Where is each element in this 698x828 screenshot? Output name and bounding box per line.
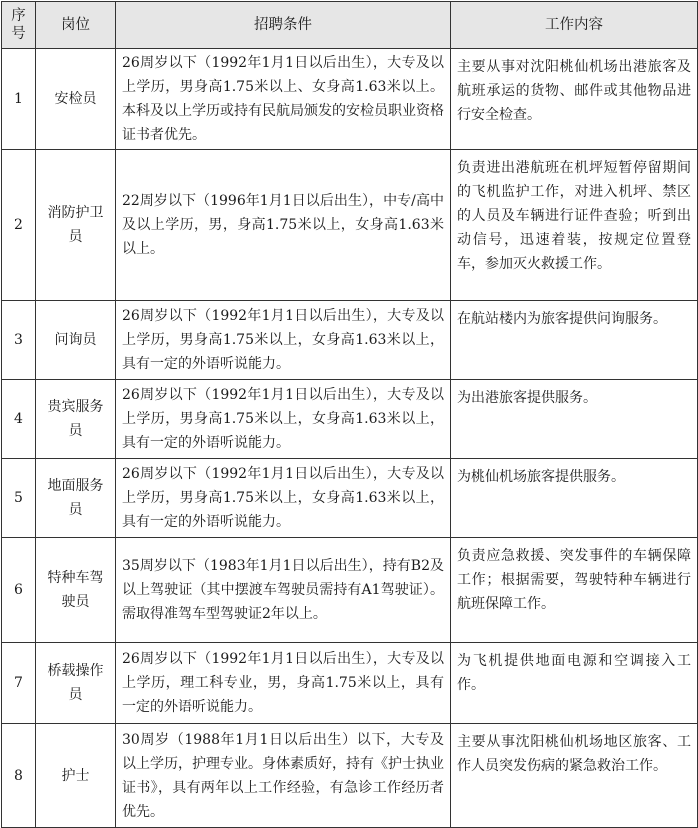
header-seq: 序号 <box>2 2 36 49</box>
row-seq: 7 <box>2 643 36 724</box>
table-row <box>2 301 698 380</box>
row-position: 贵宾服务员 <box>36 380 116 459</box>
row-position: 桥载操作员 <box>36 643 116 724</box>
header-position: 岗位 <box>36 2 116 49</box>
row-position: 问询员 <box>36 301 116 380</box>
row-position: 消防护卫员 <box>36 150 116 301</box>
row-duties: 主要从事沈阳桃仙机场地区旅客、工作人员突发伤病的紧急救治工作。 <box>451 724 698 828</box>
table-header-row <box>2 2 698 49</box>
row-requirements: 30周岁（1988年1月1日以后出生）以下，大专及以上学历，护理专业。身体素质好，持有《护士执业证书》，具有两年以上工作经验，有急诊工作经历者优先。 <box>116 724 451 828</box>
row-duties: 负责应急救援、突发事件的车辆保障工作；根据需要，驾驶特种车辆进行航班保障工作。 <box>451 538 698 643</box>
row-seq: 8 <box>2 724 36 828</box>
row-seq: 1 <box>2 49 36 150</box>
row-duties: 负责进出港航班在机坪短暂停留期间的飞机监护工作，对进入机坪、禁区的人员及车辆进行证件查验；听到出动信号，迅速着装，按规定位置登车，参加灭火救援工作。 <box>451 150 698 301</box>
row-seq: 5 <box>2 459 36 538</box>
row-requirements: 35周岁以下（1983年1月1日以后出生），持有B2及以上驾驶证（其中摆渡车驾驶员需持有A1驾驶证）。需取得准驾车型驾驶证2年以上。 <box>116 538 451 643</box>
row-position: 安检员 <box>36 49 116 150</box>
table-row <box>2 380 698 459</box>
row-duties: 在航站楼内为旅客提供问询服务。 <box>451 301 698 380</box>
row-requirements: 26周岁以下（1992年1月1日以后出生），大专及以上学历，男身高1.75米以上、女身高1.63米以上。本科及以上学历或持有民航局颁发的安检员职业资格证书者优先。 <box>116 49 451 150</box>
row-position: 地面服务员 <box>36 459 116 538</box>
row-duties: 为飞机提供地面电源和空调接入工作。 <box>451 643 698 724</box>
table-row <box>2 150 698 301</box>
row-seq: 3 <box>2 301 36 380</box>
header-duties: 工作内容 <box>451 2 698 49</box>
row-requirements: 26周岁以下（1992年1月1日以后出生），大专及以上学历，理工科专业，男，身高1.75米以上，具有一定的外语听说能力。 <box>116 643 451 724</box>
table-row <box>2 459 698 538</box>
table-row <box>2 724 698 828</box>
row-seq: 4 <box>2 380 36 459</box>
row-duties: 为出港旅客提供服务。 <box>451 380 698 459</box>
table-row <box>2 643 698 724</box>
row-requirements: 26周岁以下（1992年1月1日以后出生），大专及以上学历，男身高1.75米以上，女身高1.63米以上，具有一定的外语听说能力。 <box>116 459 451 538</box>
recruitment-table <box>1 1 698 828</box>
row-position: 护士 <box>36 724 116 828</box>
row-duties: 为桃仙机场旅客提供服务。 <box>451 459 698 538</box>
row-seq: 6 <box>2 538 36 643</box>
header-requirements: 招聘条件 <box>116 2 451 49</box>
row-requirements: 22周岁以下（1996年1月1日以后出生），中专/高中及以上学历，男，身高1.75米以上，女身高1.63米以上。 <box>116 150 451 301</box>
recruitment-table-container <box>1 1 698 828</box>
row-duties: 主要从事对沈阳桃仙机场出港旅客及航班承运的货物、邮件或其他物品进行安全检查。 <box>451 49 698 150</box>
table-row <box>2 49 698 150</box>
row-seq: 2 <box>2 150 36 301</box>
table-row <box>2 538 698 643</box>
row-requirements: 26周岁以下（1992年1月1日以后出生），大专及以上学历，男身高1.75米以上，女身高1.63米以上，具有一定的外语听说能力。 <box>116 380 451 459</box>
row-position: 特种车驾驶员 <box>36 538 116 643</box>
row-requirements: 26周岁以下（1992年1月1日以后出生），大专及以上学历，男身高1.75米以上，女身高1.63米以上，具有一定的外语听说能力。 <box>116 301 451 380</box>
